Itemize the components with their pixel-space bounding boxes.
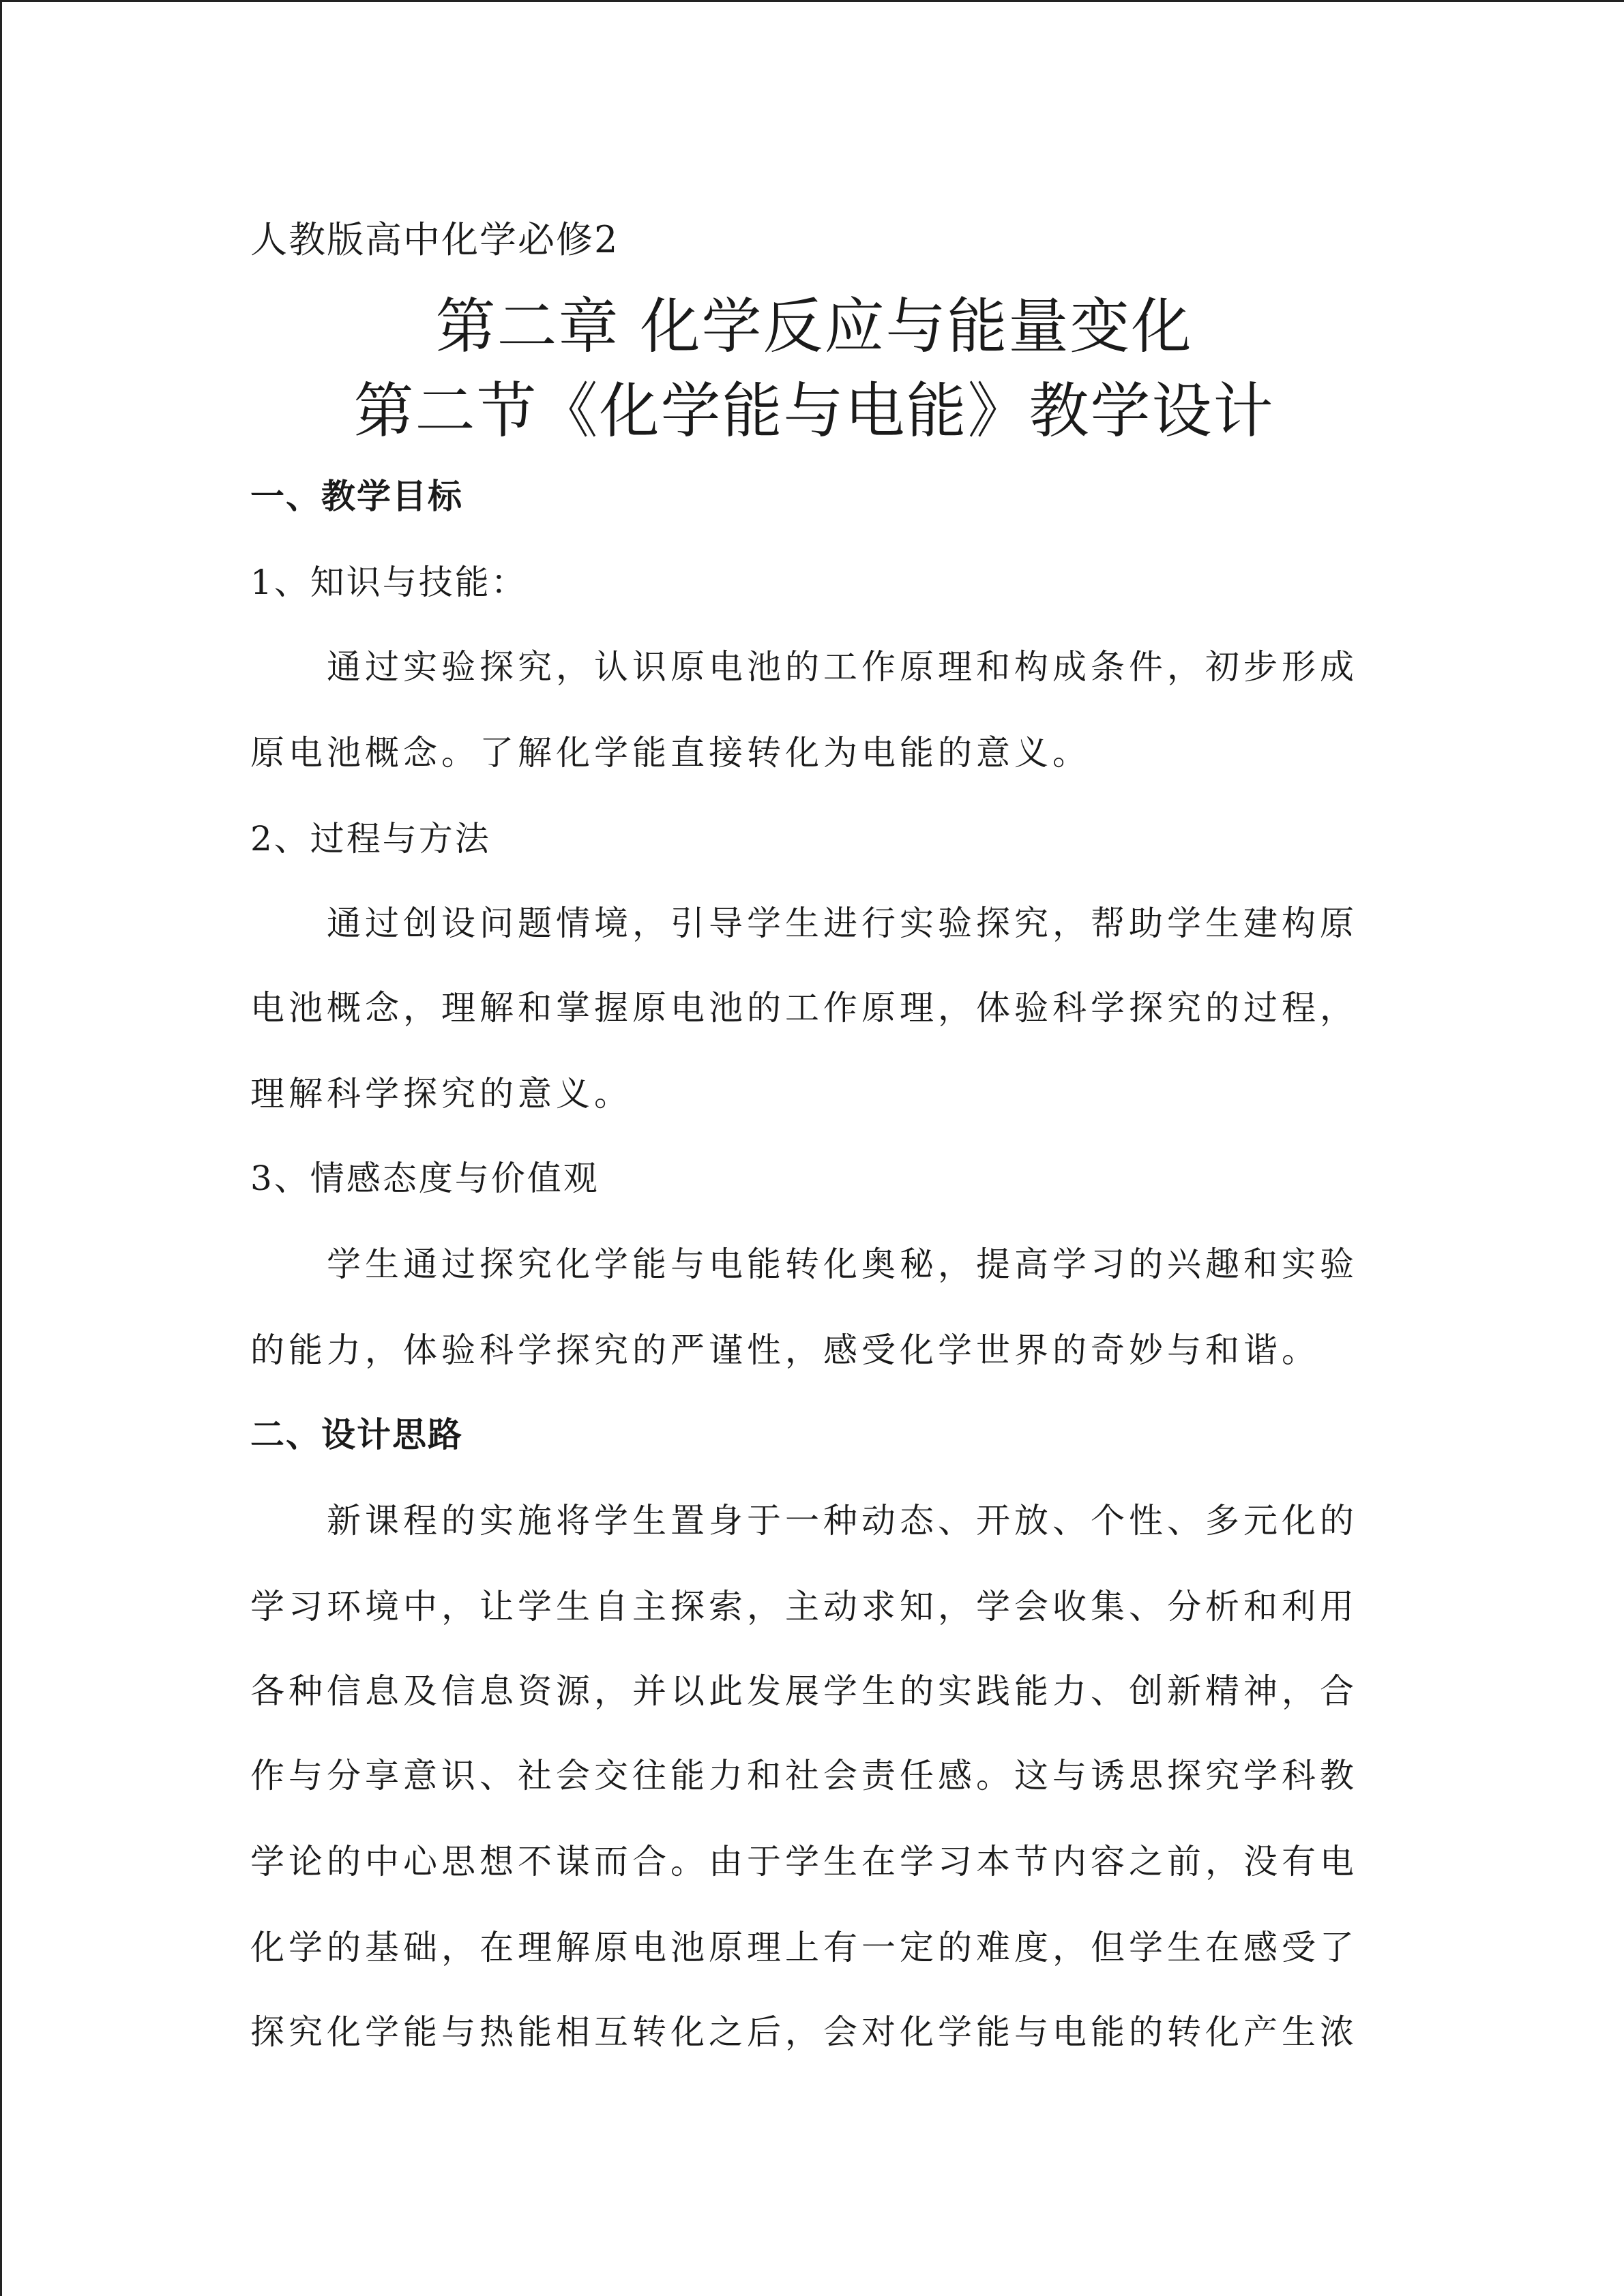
paragraph-line: 学论的中心思想不谋而合。由于学生在学习本节内容之前，没有电 bbox=[250, 1842, 1358, 1881]
paragraph-line: 各种信息及信息资源，并以此发展学生的实践能力、创新精神，合 bbox=[250, 1671, 1358, 1711]
subheading-attitudes-values: 3、情感态度与价值观 bbox=[250, 1159, 600, 1198]
paragraph-line: 探究化学能与热能相互转化之后，会对化学能与电能的转化产生浓 bbox=[250, 2012, 1358, 2052]
paragraph-line: 学习环境中，让学生自主探索，主动求知，学会收集、分析和利用 bbox=[250, 1587, 1358, 1626]
paragraph-line: 电池概念，理解和掌握原电池的工作原理，体验科学探究的过程， bbox=[250, 988, 1358, 1028]
section-title: 第二节《化学能与电能》教学设计 bbox=[353, 376, 1275, 446]
subheading-process-methods: 2、过程与方法 bbox=[250, 819, 491, 859]
paragraph-line: 化学的基础，在理解原电池原理上有一定的难度，但学生在感受了 bbox=[250, 1928, 1358, 1967]
section-heading-design: 二、设计思路 bbox=[250, 1415, 463, 1455]
paragraph-line: 通过创设问题情境，引导学生进行实验探究，帮助学生建构原 bbox=[327, 904, 1358, 943]
paragraph-line: 新课程的实施将学生置身于一种动态、开放、个性、多元化的 bbox=[327, 1501, 1358, 1540]
section-heading-objectives: 一、教学目标 bbox=[250, 477, 463, 516]
chapter-title: 第二章 化学反应与能量变化 bbox=[435, 291, 1193, 361]
paragraph-line: 的能力，体验科学探究的严谨性，感受化学世界的奇妙与和谐。 bbox=[250, 1330, 1320, 1370]
paragraph-line: 通过实验探究，认识原电池的工作原理和构成条件，初步形成 bbox=[327, 647, 1358, 687]
paragraph-line: 作与分享意识、社会交往能力和社会责任感。这与诱思探究学科教 bbox=[250, 1756, 1358, 1795]
subheading-knowledge-skills: 1、知识与技能： bbox=[250, 563, 527, 602]
document-header: 人教版高中化学必修2 bbox=[250, 218, 619, 261]
paragraph-line: 理解科学探究的意义。 bbox=[250, 1074, 632, 1114]
paragraph-line: 学生通过探究化学能与电能转化奥秘，提高学习的兴趣和实验 bbox=[327, 1244, 1358, 1284]
paragraph-line: 原电池概念。了解化学能直接转化为电能的意义。 bbox=[250, 733, 1091, 773]
